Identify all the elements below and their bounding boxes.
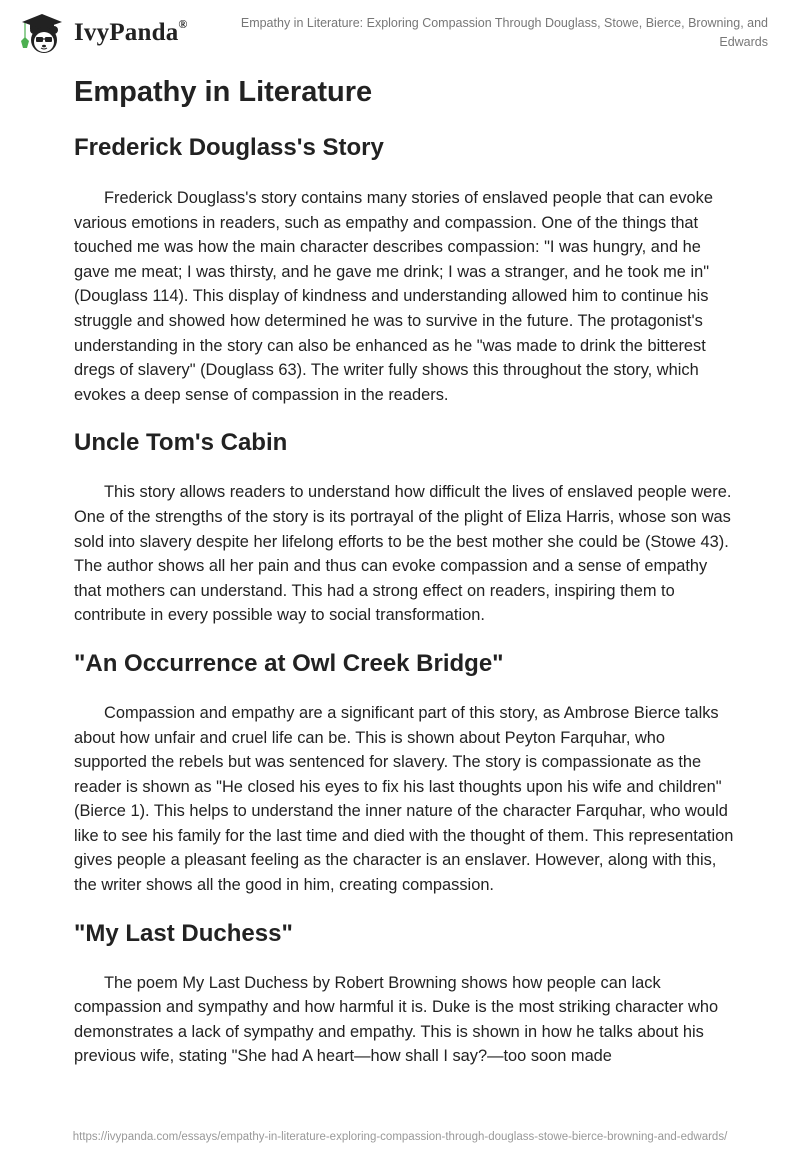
header-document-title: Empathy in Literature: Exploring Compassion Through Douglass, Stowe, Bierce, Browning, and Edwards (240, 16, 768, 49)
section-paragraph: Frederick Douglass's story contains many stories of enslaved people that can evoke various emotions in readers, such as empathy and compassion. One of the things that touched me was how the main character describes compassion: "I was hungry, and he gave me meat; I was thirsty, and he gave me drink; I was a stranger, and he took me in" (Douglass 114). This display of kindness and understanding allowed him to continue his struggle and showed how determined he was to survive in the future. The protagonist's understanding in the story can also be enhanced as he "was made to drink the bitterest dregs of slavery" (Douglass 63). The writer fully shows this throughout the story, which evokes a deep sense of compassion in the readers. (74, 189, 713, 404)
section-heading: Frederick Douglass's Story (74, 134, 384, 161)
article-content (74, 72, 734, 1069)
logo-text: IvyPanda® (74, 16, 188, 46)
footer-url[interactable]: https://ivypanda.com/essays/empathy-in-literature-exploring-compassion-through-douglass-stowe-bierce-browning-and-edwards/ (72, 1131, 728, 1143)
ivypanda-logo[interactable] (18, 8, 188, 56)
section-paragraph: This story allows readers to understand how difficult the lives of enslaved people were. One of the strengths of the story is its portrayal of the plight of Eliza Harris, whose son was sold into slavery despite her lifelong efforts to be the best mother she could be (Stowe 43). The author shows all her pain and thus can evoke compassion and a sense of empathy that mothers can understand. This had a strong effect on readers, inspiring them to contribute in every possible way to social transformation. (74, 483, 732, 625)
section-paragraph: The poem My Last Duchess by Robert Browning shows how people can lack compassion and sympathy and how harmful it is. Duke is the most striking character who demonstrates a lack of sympathy and empathy. This is shown in how he talks about his previous wife, stating "She had A heart—how shall I say?—too soon made (74, 973, 719, 1066)
section-heading: "An Occurrence at Owl Creek Bridge" (74, 649, 504, 677)
page-header (0, 0, 800, 60)
section-heading: Uncle Tom's Cabin (74, 429, 288, 457)
section-paragraph: Compassion and empathy are a significant part of this story, as Ambrose Bierce talks about how unfair and cruel life can be. This is shown about Peyton Farquhar, who supported the rebels but was sentenced for slavery. The story is compassionate as the reader is shown as "He closed his eyes to fix his last thoughts upon his wife and children" (Bierce 1). This helps to understand the inner nature of the character Farquhar, who would like to see his family for the last time and died with the thought of them. This representation gives people a pleasant feeling as the character is an enslaver. However, along with this, the writer shows all the good in him, creating compassion. (74, 703, 734, 895)
panda-graduate-icon (18, 8, 66, 56)
page-title: Empathy in Literature (74, 76, 373, 108)
section-heading: "My Last Duchess" (74, 919, 293, 947)
